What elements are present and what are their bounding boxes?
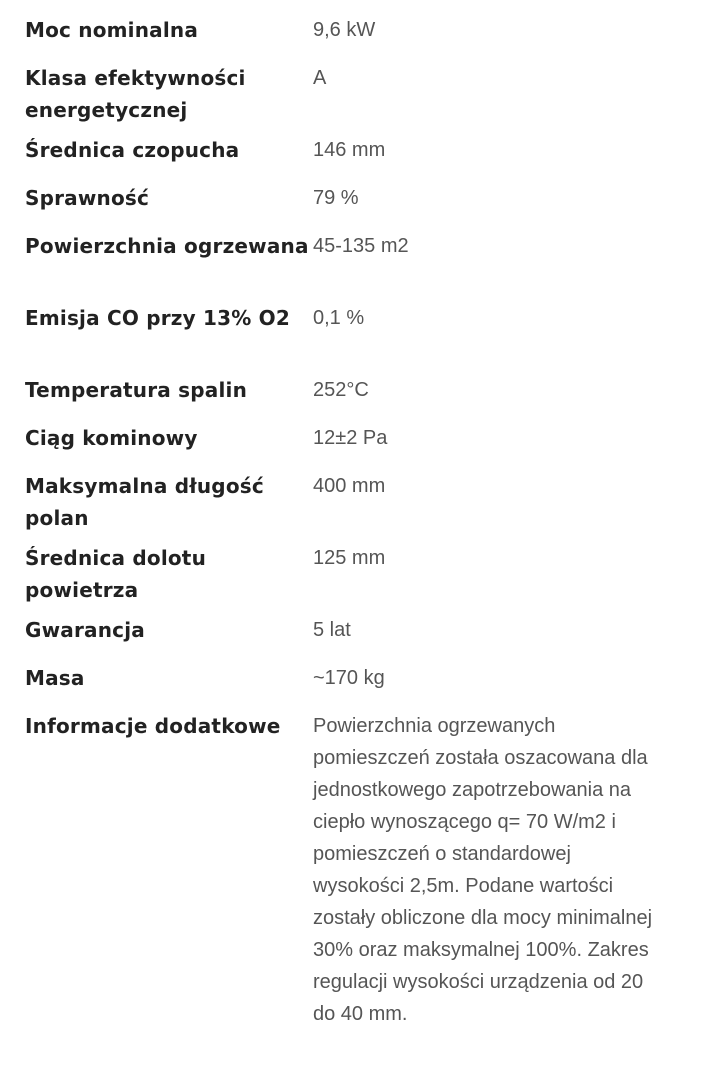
spec-label: Informacje dodatkowe [25, 714, 281, 738]
spec-row-weight [25, 662, 685, 710]
spec-label: Temperatura spalin [25, 378, 248, 402]
spec-value: 79 % [313, 187, 359, 209]
spec-row-chimney-draft [25, 422, 685, 470]
spec-label: Średnica dolotu powietrza [25, 546, 207, 602]
spec-value: 252°C [313, 379, 369, 401]
spec-row-max-log-length [25, 470, 685, 542]
spec-value: 0,1 % [313, 307, 365, 329]
spec-label: Gwarancja [25, 618, 145, 642]
spec-row-efficiency [25, 182, 685, 230]
spec-value: A [313, 67, 327, 89]
spec-value: 45-135 m2 [313, 235, 409, 257]
spec-label: Klasa efektywności energetycznej [25, 66, 246, 122]
spec-row-warranty [25, 614, 685, 662]
spec-value: Powierzchnia ogrzewanych pomieszczeń została oszacowana dla jednostkowego zapotrzebowania na ciepło wynoszącego q= 70 W/m2 i pomieszczeń o standardowej wysokości 2,5m. Podane wartości zostały obliczone dla mocy minimalnej 30% oraz maksymalnej 100%. Zakres regulacji wysokości urządzenia od 20 do 40 mm. [313, 715, 653, 1025]
spec-label: Ciąg kominowy [25, 426, 198, 450]
spec-value: 125 mm [313, 547, 386, 569]
spec-value: 146 mm [313, 139, 386, 161]
spec-value: 9,6 kW [313, 19, 376, 41]
spec-label: Emisja CO przy 13% O2 [25, 306, 290, 330]
spec-row-flue-diameter [25, 134, 685, 182]
spec-row-energy-class [25, 62, 685, 134]
spec-label: Masa [25, 666, 85, 690]
spec-row-heated-area [25, 230, 685, 302]
spec-row-additional-info [25, 710, 685, 1030]
spec-label: Moc nominalna [25, 18, 199, 42]
specification-table [25, 14, 685, 1030]
spec-row-co-emission [25, 302, 685, 374]
spec-row-air-inlet-diameter [25, 542, 685, 614]
spec-value: 400 mm [313, 475, 386, 497]
spec-label: Maksymalna długość polan [25, 474, 264, 530]
spec-value: 5 lat [313, 619, 351, 641]
spec-label: Powierzchnia ogrzewana [25, 234, 309, 258]
spec-value: 12±2 Pa [313, 427, 388, 449]
spec-row-nominal-power [25, 14, 685, 62]
spec-row-flue-gas-temperature [25, 374, 685, 422]
spec-value: ~170 kg [313, 667, 385, 689]
spec-label: Sprawność [25, 186, 150, 210]
spec-label: Średnica czopucha [25, 138, 240, 162]
